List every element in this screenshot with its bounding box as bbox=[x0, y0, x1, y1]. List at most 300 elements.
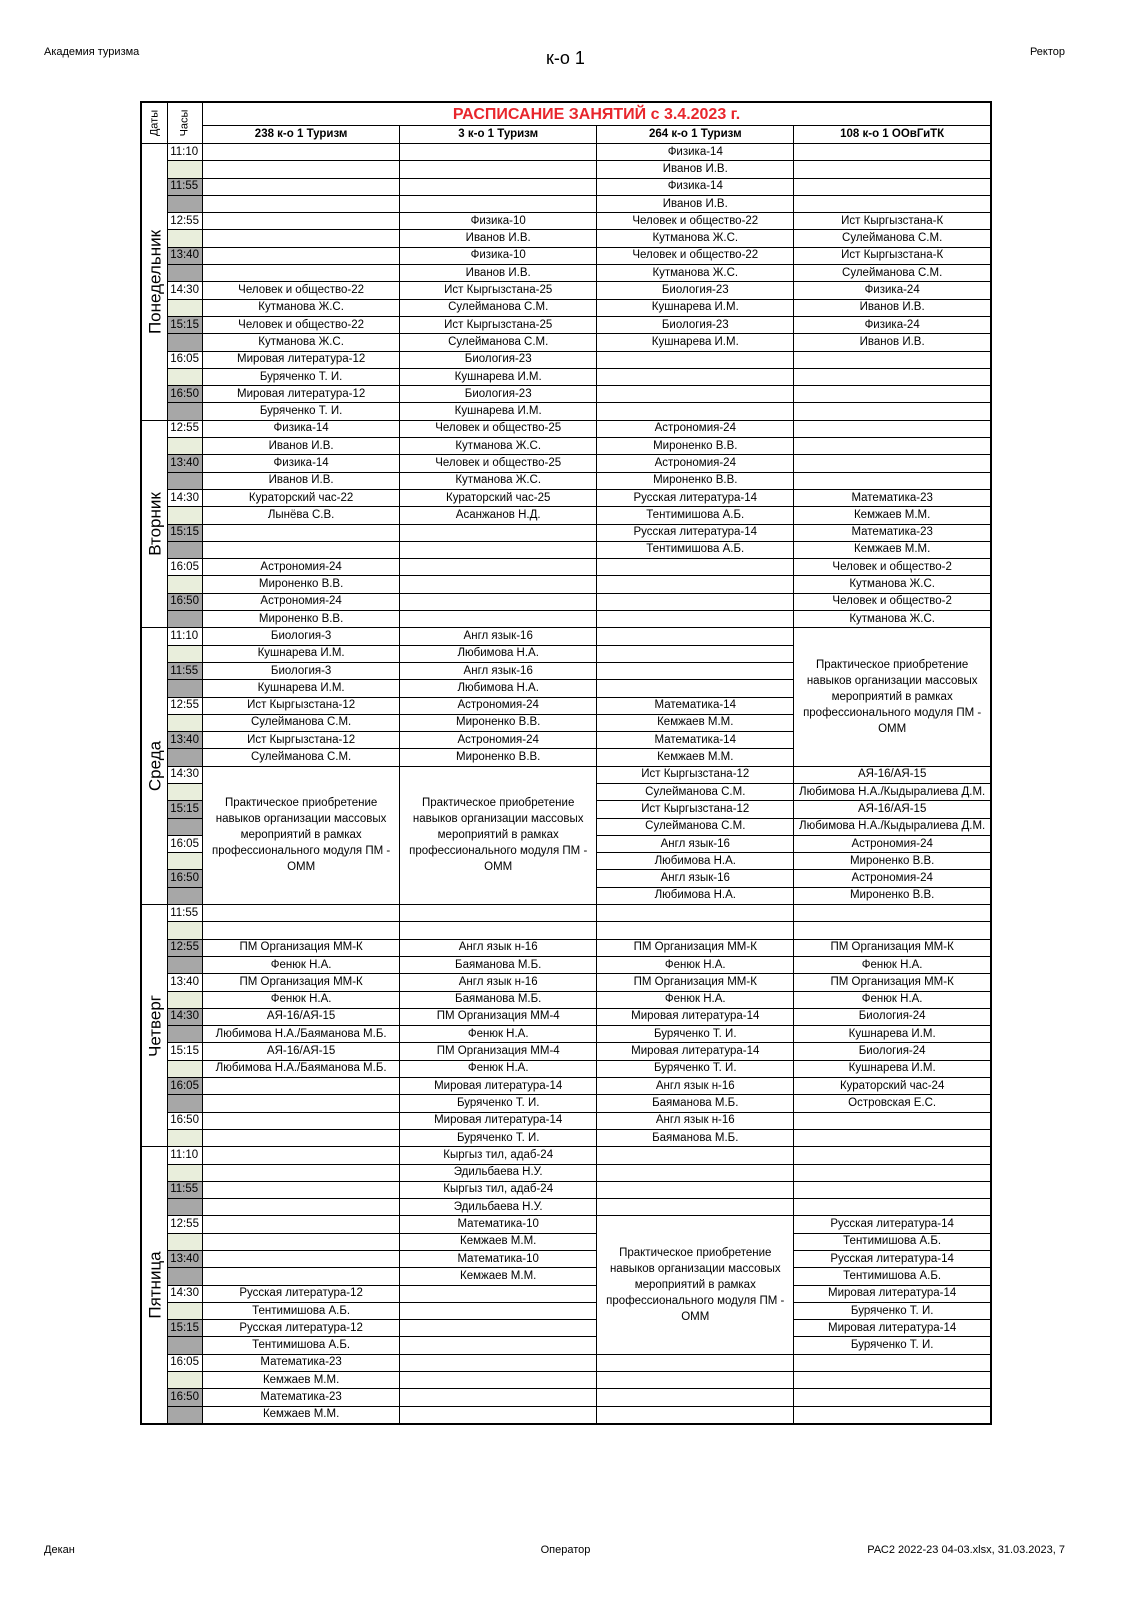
subject-cell: Физика-10 bbox=[400, 213, 597, 230]
subject-cell: Русская литература-14 bbox=[597, 524, 794, 541]
teacher-cell: Буряченко Т. И. bbox=[794, 1337, 991, 1354]
teacher-cell: Фенюк Н.А. bbox=[203, 956, 400, 973]
teacher-cell: Кушнарева И.М. bbox=[400, 403, 597, 420]
page-title: к-о 1 bbox=[546, 48, 585, 68]
teacher-cell: Тентимишова А.Б. bbox=[203, 1302, 400, 1319]
teacher-cell: Фенюк Н.А. bbox=[203, 991, 400, 1008]
subject-cell: Русская литература-14 bbox=[794, 1251, 991, 1268]
teacher-cell: Кушнарева И.М. bbox=[203, 645, 400, 662]
time-cell bbox=[168, 1337, 203, 1354]
teacher-cell bbox=[203, 922, 400, 939]
table-row bbox=[141, 299, 991, 316]
teacher-cell bbox=[794, 1164, 991, 1181]
day-label: Среда bbox=[141, 628, 168, 905]
teacher-cell: Иванов И.В. bbox=[400, 265, 597, 282]
table-row bbox=[141, 1302, 991, 1319]
teacher-cell: Мироненко В.В. bbox=[203, 576, 400, 593]
subject-cell: Человек и общество-22 bbox=[597, 247, 794, 264]
teacher-cell bbox=[400, 922, 597, 939]
subject-cell bbox=[597, 593, 794, 610]
day-label: Вторник bbox=[141, 420, 168, 628]
subject-cell: Астрономия-24 bbox=[597, 420, 794, 437]
subject-cell: Человек и общество-22 bbox=[203, 282, 400, 299]
table-row bbox=[141, 386, 991, 403]
teacher-cell: Кутманова Ж.С. bbox=[400, 472, 597, 489]
time-cell: 13:40 bbox=[168, 455, 203, 472]
table-row bbox=[141, 1406, 991, 1424]
teacher-cell bbox=[203, 1268, 400, 1285]
time-cell: 13:40 bbox=[168, 974, 203, 991]
subject-cell: Биология-23 bbox=[597, 282, 794, 299]
teacher-cell: Эдильбаева Н.У. bbox=[400, 1164, 597, 1181]
teacher-cell bbox=[203, 541, 400, 558]
teacher-cell: Буряченко Т. И. bbox=[400, 1129, 597, 1146]
teacher-cell: Кушнарева И.М. bbox=[794, 1060, 991, 1077]
time-cell bbox=[168, 507, 203, 524]
teacher-cell: Кутманова Ж.С. bbox=[203, 299, 400, 316]
teacher-cell: Фенюк Н.А. bbox=[400, 1026, 597, 1043]
subject-cell: Англ язык-16 bbox=[597, 870, 794, 887]
header-left: Академия туризма bbox=[44, 46, 140, 58]
teacher-cell: Фенюк Н.А. bbox=[400, 1060, 597, 1077]
subject-cell: Астрономия-24 bbox=[203, 593, 400, 610]
teacher-cell: Кемжаев М.М. bbox=[794, 541, 991, 558]
time-cell bbox=[168, 956, 203, 973]
subject-cell: Русская литература-14 bbox=[597, 489, 794, 506]
table-row bbox=[141, 766, 991, 783]
subject-cell: Ист Кыргызстана-К bbox=[794, 247, 991, 264]
teacher-cell: Мироненко В.В. bbox=[597, 438, 794, 455]
subject-cell: Кыргыз тил, адаб-24 bbox=[400, 1181, 597, 1198]
teacher-cell bbox=[794, 1199, 991, 1216]
subject-cell bbox=[203, 1181, 400, 1198]
subject-cell: Физика-14 bbox=[203, 455, 400, 472]
subject-cell: Биология-23 bbox=[400, 386, 597, 403]
teacher-cell: Буряченко Т. И. bbox=[203, 368, 400, 385]
table-row bbox=[141, 1043, 991, 1060]
time-cell: 16:05 bbox=[168, 559, 203, 576]
teacher-cell bbox=[203, 1164, 400, 1181]
time-cell: 15:15 bbox=[168, 801, 203, 818]
table-row bbox=[141, 593, 991, 610]
practice-block: Практическое приобретение навыков организации массовых мероприятий в рамках профессионального модуля ПМ - ОММ bbox=[794, 628, 991, 766]
teacher-cell: Асанжанов Н.Д. bbox=[400, 507, 597, 524]
subject-cell bbox=[794, 905, 991, 922]
teacher-cell: Кемжаев М.М. bbox=[400, 1268, 597, 1285]
time-cell bbox=[168, 334, 203, 351]
teacher-cell bbox=[400, 1337, 597, 1354]
subject-cell: Астрономия-24 bbox=[400, 697, 597, 714]
time-cell: 12:55 bbox=[168, 697, 203, 714]
time-cell bbox=[168, 195, 203, 212]
teacher-cell: Сулейманова С.М. bbox=[597, 783, 794, 800]
table-row bbox=[141, 991, 991, 1008]
subject-cell: Человек и общество-22 bbox=[203, 316, 400, 333]
subject-cell: Русская литература-12 bbox=[203, 1285, 400, 1302]
subject-cell bbox=[597, 559, 794, 576]
teacher-cell: Тентимишова А.Б. bbox=[794, 1268, 991, 1285]
subject-cell bbox=[794, 1112, 991, 1129]
time-cell: 16:50 bbox=[168, 1112, 203, 1129]
teacher-cell bbox=[794, 472, 991, 489]
subject-cell: Математика-23 bbox=[203, 1389, 400, 1406]
teacher-cell: Любимова Н.А. bbox=[400, 645, 597, 662]
teacher-cell: Сулейманова С.М. bbox=[794, 265, 991, 282]
subject-cell: Русская литература-12 bbox=[203, 1320, 400, 1337]
teacher-cell bbox=[794, 161, 991, 178]
subject-cell: Физика-24 bbox=[794, 282, 991, 299]
teacher-cell: Иванов И.В. bbox=[597, 161, 794, 178]
subject-cell: АЯ-16/АЯ-15 bbox=[794, 766, 991, 783]
teacher-cell: Лынёва С.В. bbox=[203, 507, 400, 524]
time-cell bbox=[168, 403, 203, 420]
subject-cell bbox=[203, 247, 400, 264]
subject-cell: Физика-14 bbox=[203, 420, 400, 437]
table-row bbox=[141, 559, 991, 576]
subject-cell: Кураторский час-24 bbox=[794, 1078, 991, 1095]
subject-cell bbox=[400, 144, 597, 161]
subject-cell bbox=[203, 144, 400, 161]
teacher-cell: Фенюк Н.А. bbox=[794, 956, 991, 973]
table-row bbox=[141, 628, 991, 645]
table-row bbox=[141, 956, 991, 973]
subject-cell: Ист Кыргызстана-12 bbox=[597, 801, 794, 818]
group-header: 238 к-о 1 Туризм bbox=[203, 126, 400, 144]
time-cell bbox=[168, 368, 203, 385]
subject-cell bbox=[203, 1112, 400, 1129]
subject-cell bbox=[597, 905, 794, 922]
subject-cell bbox=[794, 1181, 991, 1198]
time-cell bbox=[168, 1060, 203, 1077]
teacher-cell: Островская Е.С. bbox=[794, 1095, 991, 1112]
table-row bbox=[141, 1078, 991, 1095]
teacher-cell: Кемжаев М.М. bbox=[203, 1406, 400, 1424]
col-dates-header: Даты bbox=[141, 102, 168, 144]
subject-cell bbox=[203, 1216, 400, 1233]
time-cell: 11:10 bbox=[168, 628, 203, 645]
time-cell: 14:30 bbox=[168, 1285, 203, 1302]
teacher-cell: Мироненко В.В. bbox=[794, 887, 991, 904]
teacher-cell: Кемжаев М.М. bbox=[400, 1233, 597, 1250]
group-header: 264 к-о 1 Туризм bbox=[597, 126, 794, 144]
subject-cell: Математика-23 bbox=[203, 1354, 400, 1371]
subject-cell: Биология-24 bbox=[794, 1008, 991, 1025]
subject-cell: ПМ Организация ММ-К bbox=[203, 939, 400, 956]
time-cell bbox=[168, 818, 203, 835]
teacher-cell: Буряченко Т. И. bbox=[400, 1095, 597, 1112]
subject-cell: Математика-10 bbox=[400, 1251, 597, 1268]
teacher-cell: Кутманова Ж.С. bbox=[400, 438, 597, 455]
table-row bbox=[141, 316, 991, 333]
table-row bbox=[141, 489, 991, 506]
time-cell bbox=[168, 161, 203, 178]
table-row bbox=[141, 939, 991, 956]
time-cell bbox=[168, 230, 203, 247]
teacher-cell bbox=[794, 195, 991, 212]
subject-cell: Англ язык н-16 bbox=[400, 939, 597, 956]
subject-cell: Человек и общество-22 bbox=[597, 213, 794, 230]
time-cell: 14:30 bbox=[168, 1008, 203, 1025]
time-cell: 16:50 bbox=[168, 386, 203, 403]
day-label: Понедельник bbox=[141, 144, 168, 421]
time-cell bbox=[168, 645, 203, 662]
subject-cell bbox=[794, 178, 991, 195]
subject-cell bbox=[203, 178, 400, 195]
subject-cell: Ист Кыргызстана-12 bbox=[597, 766, 794, 783]
table-row bbox=[141, 1389, 991, 1406]
table-row bbox=[141, 905, 991, 922]
table-row bbox=[141, 1008, 991, 1025]
table-row bbox=[141, 368, 991, 385]
time-cell bbox=[168, 1406, 203, 1424]
teacher-cell bbox=[400, 1302, 597, 1319]
subject-cell: Математика-14 bbox=[597, 732, 794, 749]
table-row bbox=[141, 524, 991, 541]
subject-cell: АЯ-16/АЯ-15 bbox=[203, 1008, 400, 1025]
teacher-cell: Баяманова М.Б. bbox=[597, 1095, 794, 1112]
time-cell bbox=[168, 1233, 203, 1250]
teacher-cell: Баяманова М.Б. bbox=[597, 1129, 794, 1146]
subject-cell: Физика-24 bbox=[794, 316, 991, 333]
subject-cell: Математика-23 bbox=[794, 489, 991, 506]
time-cell bbox=[168, 299, 203, 316]
subject-cell: Мировая литература-14 bbox=[597, 1008, 794, 1025]
subject-cell: Ист Кыргызстана-25 bbox=[400, 282, 597, 299]
teacher-cell bbox=[203, 1233, 400, 1250]
table-row bbox=[141, 1181, 991, 1198]
teacher-cell: Тентимишова А.Б. bbox=[597, 541, 794, 558]
time-cell: 16:50 bbox=[168, 870, 203, 887]
teacher-cell: Мироненко В.В. bbox=[400, 749, 597, 766]
time-cell: 14:30 bbox=[168, 766, 203, 783]
time-cell bbox=[168, 1302, 203, 1319]
teacher-cell bbox=[597, 1199, 794, 1216]
time-cell: 15:15 bbox=[168, 316, 203, 333]
teacher-cell: Любимова Н.А. bbox=[597, 853, 794, 870]
teacher-cell: Кутманова Ж.С. bbox=[597, 265, 794, 282]
time-cell bbox=[168, 1268, 203, 1285]
teacher-cell bbox=[597, 368, 794, 385]
time-cell bbox=[168, 922, 203, 939]
subject-cell: ПМ Организация ММ-К bbox=[203, 974, 400, 991]
subject-cell: Мировая литература-14 bbox=[794, 1285, 991, 1302]
teacher-cell bbox=[400, 1406, 597, 1424]
time-cell: 13:40 bbox=[168, 732, 203, 749]
teacher-cell bbox=[794, 922, 991, 939]
subject-cell: Человек и общество-2 bbox=[794, 593, 991, 610]
subject-cell: Физика-14 bbox=[597, 144, 794, 161]
time-cell bbox=[168, 1026, 203, 1043]
table-row bbox=[141, 1216, 991, 1233]
table-row bbox=[141, 1268, 991, 1285]
teacher-cell bbox=[203, 265, 400, 282]
table-row bbox=[141, 230, 991, 247]
time-cell: 11:55 bbox=[168, 1181, 203, 1198]
subject-cell bbox=[794, 1147, 991, 1164]
practice-block: Практическое приобретение навыков организации массовых мероприятий в рамках профессионального модуля ПМ - ОММ bbox=[400, 766, 597, 904]
table-row bbox=[141, 178, 991, 195]
time-cell bbox=[168, 749, 203, 766]
subject-cell bbox=[400, 1389, 597, 1406]
teacher-cell: Кушнарева И.М. bbox=[794, 1026, 991, 1043]
teacher-cell bbox=[794, 1406, 991, 1424]
subject-cell: Биология-23 bbox=[597, 316, 794, 333]
col-hours-header: Часы bbox=[168, 102, 203, 144]
subject-cell: Астрономия-24 bbox=[597, 455, 794, 472]
time-cell bbox=[168, 541, 203, 558]
table-row bbox=[141, 265, 991, 282]
subject-cell bbox=[597, 351, 794, 368]
subject-cell: Человек и общество-25 bbox=[400, 455, 597, 472]
subject-cell: Математика-14 bbox=[597, 697, 794, 714]
time-cell: 15:15 bbox=[168, 1320, 203, 1337]
time-cell: 16:05 bbox=[168, 835, 203, 852]
subject-cell: Математика-10 bbox=[400, 1216, 597, 1233]
time-cell bbox=[168, 1129, 203, 1146]
table-row bbox=[141, 576, 991, 593]
time-cell: 16:05 bbox=[168, 1354, 203, 1371]
time-cell: 12:55 bbox=[168, 213, 203, 230]
time-cell: 16:50 bbox=[168, 1389, 203, 1406]
time-cell bbox=[168, 1199, 203, 1216]
teacher-cell bbox=[597, 576, 794, 593]
subject-cell: Биология-24 bbox=[794, 1043, 991, 1060]
practice-block: Практическое приобретение навыков организации массовых мероприятий в рамках профессионального модуля ПМ - ОММ bbox=[597, 1216, 794, 1354]
time-cell bbox=[168, 1372, 203, 1389]
teacher-cell: Иванов И.В. bbox=[597, 195, 794, 212]
teacher-cell bbox=[400, 161, 597, 178]
day-label: Пятница bbox=[141, 1147, 168, 1424]
time-cell: 13:40 bbox=[168, 1251, 203, 1268]
subject-cell: Математика-23 bbox=[794, 524, 991, 541]
subject-cell: Ист Кыргызстана-К bbox=[794, 213, 991, 230]
time-cell bbox=[168, 472, 203, 489]
teacher-cell bbox=[597, 1164, 794, 1181]
teacher-cell bbox=[597, 1406, 794, 1424]
subject-cell: Русская литература-14 bbox=[794, 1216, 991, 1233]
teacher-cell: Иванов И.В. bbox=[400, 230, 597, 247]
time-cell: 16:50 bbox=[168, 593, 203, 610]
teacher-cell: Кемжаев М.М. bbox=[597, 749, 794, 766]
time-cell: 13:40 bbox=[168, 247, 203, 264]
teacher-cell bbox=[203, 1199, 400, 1216]
teacher-cell: Буряченко Т. И. bbox=[597, 1026, 794, 1043]
teacher-cell: Баяманова М.Б. bbox=[400, 956, 597, 973]
subject-cell: ПМ Организация ММ-К bbox=[794, 939, 991, 956]
time-cell bbox=[168, 714, 203, 731]
subject-cell: Англ язык-16 bbox=[597, 835, 794, 852]
teacher-cell: Буряченко Т. И. bbox=[794, 1302, 991, 1319]
table-row bbox=[141, 1233, 991, 1250]
time-cell: 11:55 bbox=[168, 662, 203, 679]
subject-cell: Англ язык-16 bbox=[400, 628, 597, 645]
teacher-cell bbox=[400, 195, 597, 212]
subject-cell bbox=[597, 1147, 794, 1164]
teacher-cell: Любимова Н.А./Кыдыралиева Д.М. bbox=[794, 783, 991, 800]
subject-cell bbox=[597, 1389, 794, 1406]
subject-cell: Астрономия-24 bbox=[400, 732, 597, 749]
table-row bbox=[141, 1285, 991, 1302]
subject-cell: Мировая литература-14 bbox=[400, 1078, 597, 1095]
time-cell: 16:05 bbox=[168, 1078, 203, 1095]
teacher-cell: Фенюк Н.А. bbox=[597, 991, 794, 1008]
teacher-cell: Буряченко Т. И. bbox=[597, 1060, 794, 1077]
teacher-cell bbox=[400, 576, 597, 593]
teacher-cell bbox=[203, 1129, 400, 1146]
teacher-cell bbox=[203, 195, 400, 212]
table-row bbox=[141, 1164, 991, 1181]
teacher-cell bbox=[203, 161, 400, 178]
subject-cell: Мировая литература-14 bbox=[597, 1043, 794, 1060]
table-row bbox=[141, 1112, 991, 1129]
subject-cell: ПМ Организация ММ-4 bbox=[400, 1043, 597, 1060]
subject-cell bbox=[794, 144, 991, 161]
table-row bbox=[141, 161, 991, 178]
teacher-cell bbox=[794, 1129, 991, 1146]
time-cell bbox=[168, 438, 203, 455]
time-cell bbox=[168, 680, 203, 697]
time-cell: 16:05 bbox=[168, 351, 203, 368]
subject-cell: ПМ Организация ММ-К bbox=[597, 939, 794, 956]
teacher-cell: Любимова Н.А./Баяманова М.Б. bbox=[203, 1060, 400, 1077]
teacher-cell bbox=[203, 230, 400, 247]
teacher-cell: Сулейманова С.М. bbox=[597, 818, 794, 835]
subject-cell: Астрономия-24 bbox=[203, 559, 400, 576]
table-row bbox=[141, 455, 991, 472]
teacher-cell: Мироненко В.В. bbox=[400, 714, 597, 731]
subject-cell: Биология-3 bbox=[203, 628, 400, 645]
teacher-cell: Иванов И.В. bbox=[794, 334, 991, 351]
teacher-cell: Кемжаев М.М. bbox=[597, 714, 794, 731]
time-cell bbox=[168, 887, 203, 904]
teacher-cell bbox=[794, 438, 991, 455]
teacher-cell: Кемжаев М.М. bbox=[203, 1372, 400, 1389]
table-row bbox=[141, 1251, 991, 1268]
teacher-cell: Кушнарева И.М. bbox=[597, 334, 794, 351]
footer-center: Оператор bbox=[540, 1544, 591, 1556]
teacher-cell: Кушнарева И.М. bbox=[597, 299, 794, 316]
subject-cell bbox=[794, 386, 991, 403]
table-row bbox=[141, 334, 991, 351]
subject-cell bbox=[400, 593, 597, 610]
teacher-cell: Сулейманова С.М. bbox=[203, 714, 400, 731]
schedule-title: РАСПИСАНИЕ ЗАНЯТИЙ с 3.4.2023 г. bbox=[203, 102, 991, 126]
time-cell: 11:10 bbox=[168, 144, 203, 161]
teacher-cell: Тентимишова А.Б. bbox=[794, 1233, 991, 1250]
table-row bbox=[141, 507, 991, 524]
teacher-cell: Кушнарева И.М. bbox=[203, 680, 400, 697]
time-cell bbox=[168, 576, 203, 593]
teacher-cell bbox=[794, 1372, 991, 1389]
teacher-cell: Сулейманова С.М. bbox=[203, 749, 400, 766]
subject-cell bbox=[400, 178, 597, 195]
time-cell: 11:55 bbox=[168, 905, 203, 922]
teacher-cell: Иванов И.В. bbox=[203, 472, 400, 489]
subject-cell: Ист Кыргызстана-12 bbox=[203, 697, 400, 714]
subject-cell bbox=[597, 386, 794, 403]
teacher-cell bbox=[400, 541, 597, 558]
subject-cell: Мировая литература-12 bbox=[203, 386, 400, 403]
subject-cell: Биология-23 bbox=[400, 351, 597, 368]
teacher-cell bbox=[597, 403, 794, 420]
subject-cell bbox=[597, 662, 794, 679]
time-cell bbox=[168, 611, 203, 628]
time-cell: 15:15 bbox=[168, 524, 203, 541]
teacher-cell: Тентимишова А.Б. bbox=[597, 507, 794, 524]
subject-cell bbox=[794, 1354, 991, 1371]
time-cell: 14:30 bbox=[168, 489, 203, 506]
subject-cell: Астрономия-24 bbox=[794, 870, 991, 887]
